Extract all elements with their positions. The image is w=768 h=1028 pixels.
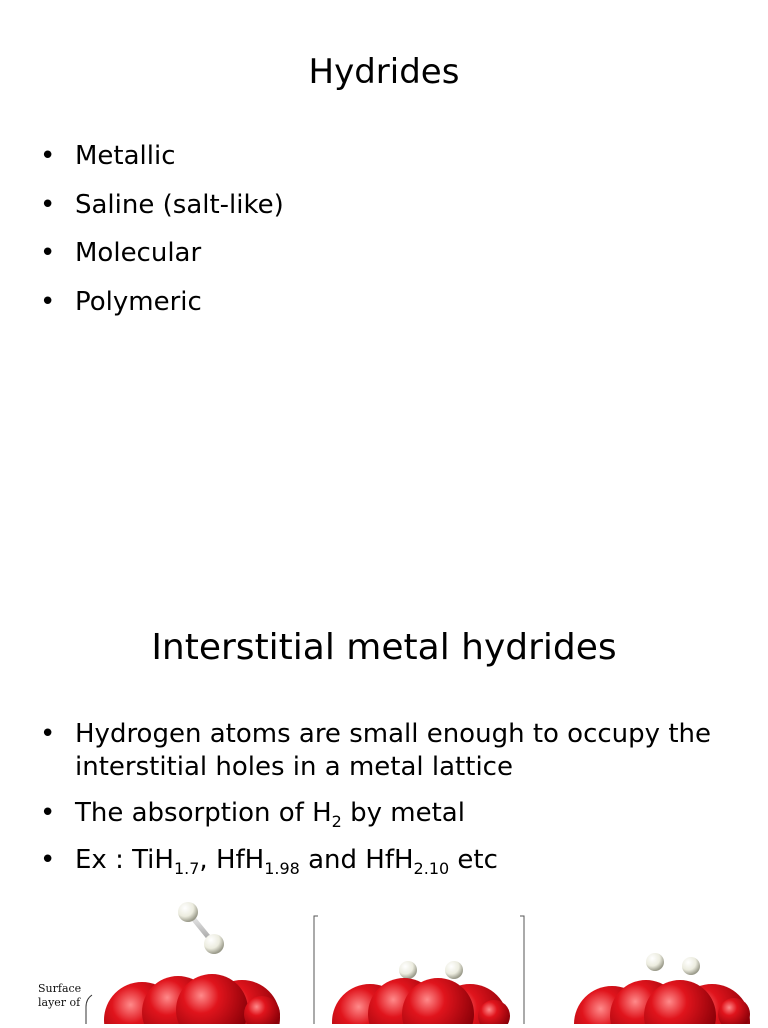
hydrogen-atom bbox=[682, 957, 700, 975]
bullet-icon: • bbox=[40, 189, 56, 220]
bullet-item: • Ex : TiH$_{1.7}$, HfH$_{1.98}$ and HfH$_{2.10}$ etc bbox=[40, 844, 498, 878]
bracket-left bbox=[314, 916, 318, 1024]
brace-icon bbox=[86, 995, 92, 1024]
bullet-list bbox=[40, 718, 730, 890]
panel-h2-approach bbox=[104, 902, 280, 1024]
hydrogen-absorption-figure bbox=[0, 890, 768, 1024]
bullet-icon: • bbox=[40, 286, 56, 317]
hydrogen-atom bbox=[445, 961, 463, 979]
bullet-item: • Saline (salt-like) bbox=[40, 189, 284, 220]
panel-h-dissociated bbox=[574, 953, 750, 1024]
bullet-icon: • bbox=[40, 238, 56, 268]
slide-interstitial-hydrides bbox=[0, 512, 768, 1024]
slide-hydrides bbox=[0, 0, 768, 512]
hydrogen-atom bbox=[399, 961, 417, 979]
bullet-item: • Molecular bbox=[40, 238, 202, 268]
bullet-item: • Metallic bbox=[40, 141, 176, 171]
slide-title: Hydrides bbox=[308, 52, 460, 92]
bullet-item: • Hydrogen atoms are small enough to occupy the interstitial holes in a metal lattice bbox=[40, 719, 711, 782]
bullet-item: • The absorption of $H_2$ by metal bbox=[40, 798, 465, 831]
slide-title: Interstitial metal hydrides bbox=[151, 627, 617, 668]
molecule-illustration bbox=[0, 890, 768, 1024]
figure-caption: Surface layer of bbox=[38, 982, 82, 1009]
hydrogen-atom bbox=[646, 953, 664, 971]
bullet-icon: • bbox=[40, 844, 56, 875]
hydrogen-atom bbox=[204, 934, 224, 954]
bullet-icon: • bbox=[40, 798, 56, 828]
bullet-item: • Polymeric bbox=[40, 286, 202, 317]
hydrogen-atom bbox=[178, 902, 198, 922]
bullet-list bbox=[40, 140, 284, 334]
panel-h2-adsorbed bbox=[332, 961, 510, 1024]
bullet-icon: • bbox=[40, 141, 56, 171]
bracket-right bbox=[520, 916, 524, 1024]
bullet-icon: • bbox=[40, 719, 56, 749]
